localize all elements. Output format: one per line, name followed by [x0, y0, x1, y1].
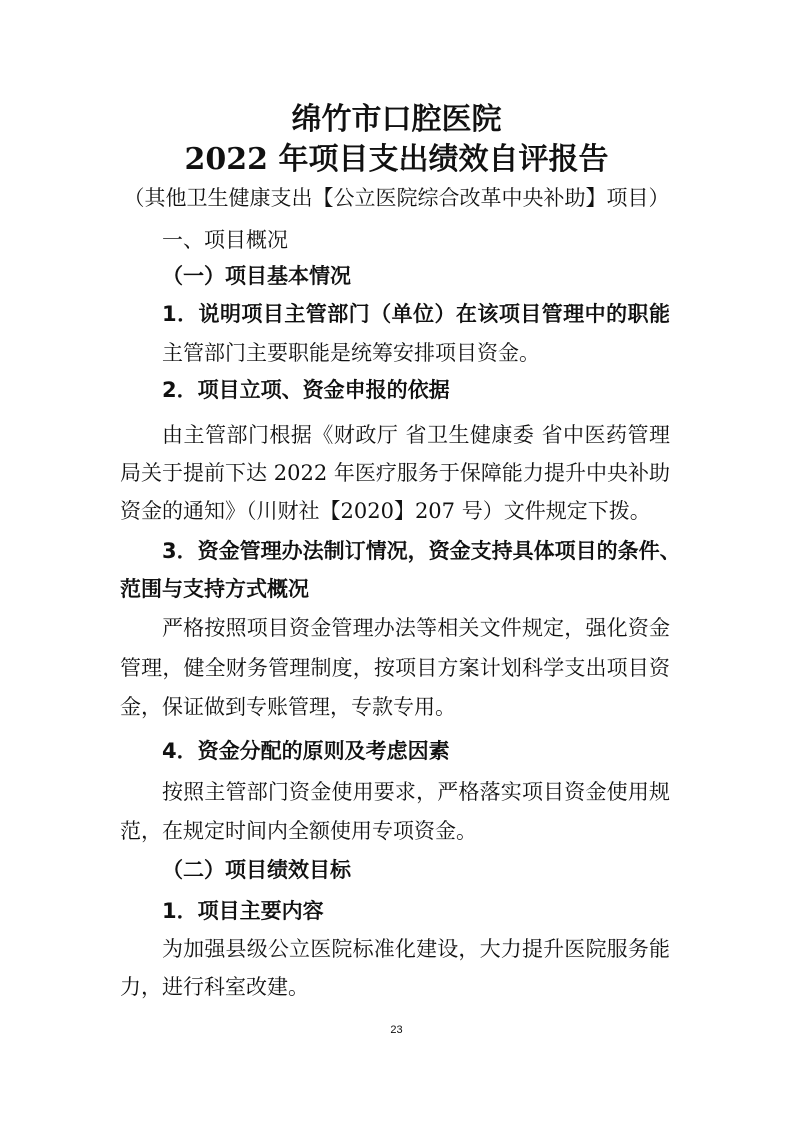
document-title-report: 2022 年项目支出绩效自评报告	[184, 142, 609, 177]
paragraph-item-3-line-3: 金，保证做到专账管理，专款专用。	[120, 695, 456, 719]
paragraph-item-1: 主管部门主要职能是统筹安排项目资金。	[162, 341, 540, 365]
section-heading-1: 一、项目概况	[162, 228, 288, 252]
paragraph-item-2-line-2: 局关于提前下达 2022 年医疗服务于保障能力提升中央补助	[120, 461, 670, 485]
paragraph-item-3-line-2: 管理，健全财务管理制度，按项目方案计划科学支出项目资	[120, 656, 670, 680]
paragraph-item-4-line-1: 按照主管部门资金使用要求，严格落实项目资金使用规	[162, 780, 670, 804]
item-heading-3-line-1: 3．资金管理办法制订情况，资金支持具体项目的条件、	[162, 539, 681, 563]
paragraph-item-2-line-3: 资金的通知》（川财社【2020】207 号）文件规定下拨。	[120, 499, 651, 523]
paragraph-item-3-line-1: 严格按照项目资金管理办法等相关文件规定，强化资金	[162, 616, 670, 640]
subsection-heading-basic-info: （一）项目基本情况	[162, 264, 351, 288]
page-number: 23	[390, 1024, 403, 1036]
paragraph-item-2-line-1: 由主管部门根据《财政厅 省卫生健康委 省中医药管理	[162, 423, 670, 447]
item-heading-3-line-2: 范围与支持方式概况	[120, 577, 309, 601]
document-title-org: 绵竹市口腔医院	[291, 102, 502, 137]
item-heading-5: 1．项目主要内容	[162, 899, 324, 923]
paragraph-item-4-line-2: 范，在规定时间内全额使用专项资金。	[120, 819, 477, 843]
item-heading-1: 1．说明项目主管部门（单位）在该项目管理中的职能	[162, 302, 670, 326]
subsection-heading-performance-goals: （二）项目绩效目标	[162, 858, 351, 882]
paragraph-item-5-line-1: 为加强县级公立医院标准化建设，大力提升医院服务能	[162, 937, 670, 961]
item-heading-4: 4．资金分配的原则及考虑因素	[162, 739, 450, 763]
document-subtitle: （其他卫生健康支出【公立医院综合改革中央补助】项目）	[123, 186, 670, 210]
item-heading-2: 2．项目立项、资金申报的依据	[162, 378, 450, 402]
paragraph-item-5-line-2: 力，进行科室改建。	[120, 975, 309, 999]
